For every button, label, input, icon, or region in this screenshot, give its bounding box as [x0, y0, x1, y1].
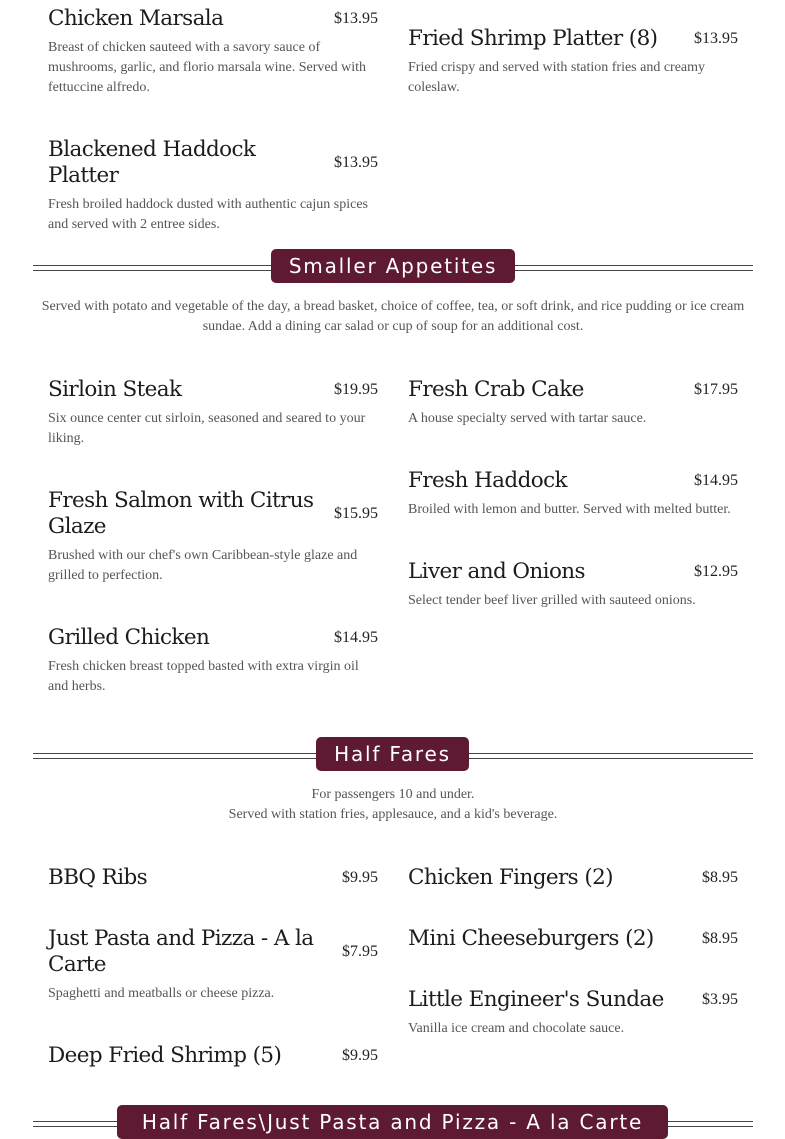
- menu-item: [48, 377, 378, 449]
- item-description: Fried crispy and served with station fries and creamy coleslaw.: [408, 60, 706, 95]
- section-intro-line: For passengers 10 and under.: [311, 787, 475, 802]
- item-name: Fried Shrimp Platter (8): [408, 26, 658, 51]
- item-price: $13.95: [334, 154, 378, 171]
- item-name: Blackened Haddock Platter: [48, 137, 256, 188]
- item-name: BBQ Ribs: [48, 865, 148, 890]
- item-price: $14.95: [694, 472, 738, 489]
- item-name: Fresh Salmon with Citrus Glaze: [48, 488, 314, 539]
- item-name: Chicken Marsala: [48, 6, 224, 31]
- menu-item: [48, 926, 378, 1004]
- item-name: Chicken Fingers (2): [408, 865, 613, 890]
- item-description: A house specialty served with tartar sauce.: [408, 411, 647, 426]
- menu-item: [48, 865, 378, 891]
- item-price: $17.95: [694, 381, 738, 398]
- section-intro-line: Served with station fries, applesauce, and a kid's beverage.: [228, 807, 558, 822]
- item-name: Liver and Onions: [408, 559, 585, 584]
- item-price: $8.95: [702, 930, 738, 947]
- menu-item: [408, 987, 738, 1039]
- section-title: Half Fares\Just Pasta and Pizza - A la Carte: [117, 1105, 668, 1139]
- item-description: Broiled with lemon and butter. Served with melted butter.: [408, 502, 731, 517]
- item-name: Little Engineer's Sundae: [408, 987, 664, 1012]
- item-name: Deep Fried Shrimp (5): [48, 1043, 282, 1068]
- item-name: Grilled Chicken: [48, 625, 210, 650]
- menu-item: [408, 26, 738, 98]
- item-description: Fresh chicken breast topped basted with extra virgin oil and herbs.: [48, 659, 359, 694]
- item-description: Spaghetti and meatballs or cheese pizza.: [48, 986, 275, 1001]
- menu-item: [408, 926, 738, 952]
- item-description: Vanilla ice cream and chocolate sauce.: [408, 1021, 625, 1036]
- item-description: Select tender beef liver grilled with sauteed onions.: [408, 593, 696, 608]
- item-name: Mini Cheeseburgers (2): [408, 926, 654, 951]
- menu-item: [408, 865, 738, 891]
- item-price: $12.95: [694, 563, 738, 580]
- menu-item: [48, 137, 378, 235]
- menu-item: [408, 559, 738, 611]
- menu-item: [48, 488, 378, 586]
- item-name: Just Pasta and Pizza - A la Carte: [48, 926, 314, 977]
- item-price: $15.95: [334, 505, 378, 522]
- item-price: $9.95: [342, 869, 378, 886]
- item-name: Fresh Haddock: [408, 468, 567, 493]
- item-price: $13.95: [694, 30, 738, 47]
- item-price: $19.95: [334, 381, 378, 398]
- item-name: Fresh Crab Cake: [408, 377, 584, 402]
- item-price: $3.95: [702, 991, 738, 1008]
- section-intro: Served with potato and vegetable of the day, a bread basket, choice of coffee, tea, or soft drink, and rice pudding or ice cream sundae. Add a dining car salad or cup of soup for an additional cost.: [41, 299, 745, 334]
- item-description: Six ounce center cut sirloin, seasoned and seared to your liking.: [48, 411, 366, 446]
- item-name: Sirloin Steak: [48, 377, 182, 402]
- item-description: Brushed with our chef's own Caribbean-style glaze and grilled to perfection.: [48, 548, 358, 583]
- item-description: Breast of chicken sauteed with a savory sauce of mushrooms, garlic, and florio marsala wine. Served with fettuccine alfredo.: [48, 40, 367, 95]
- item-price: $7.95: [342, 943, 378, 960]
- menu-item: [48, 6, 378, 98]
- menu-item: [48, 1043, 378, 1069]
- menu-item: [408, 377, 738, 429]
- item-price: $13.95: [334, 10, 378, 27]
- section-title: Smaller Appetites: [271, 249, 515, 283]
- section-title: Half Fares: [316, 737, 469, 771]
- item-price: $9.95: [342, 1047, 378, 1064]
- menu-item: [408, 468, 738, 520]
- item-price: $8.95: [702, 869, 738, 886]
- item-description: Fresh broiled haddock dusted with authentic cajun spices and served with 2 entree sides.: [48, 197, 368, 232]
- item-price: $14.95: [334, 629, 378, 646]
- menu-item: [48, 625, 378, 697]
